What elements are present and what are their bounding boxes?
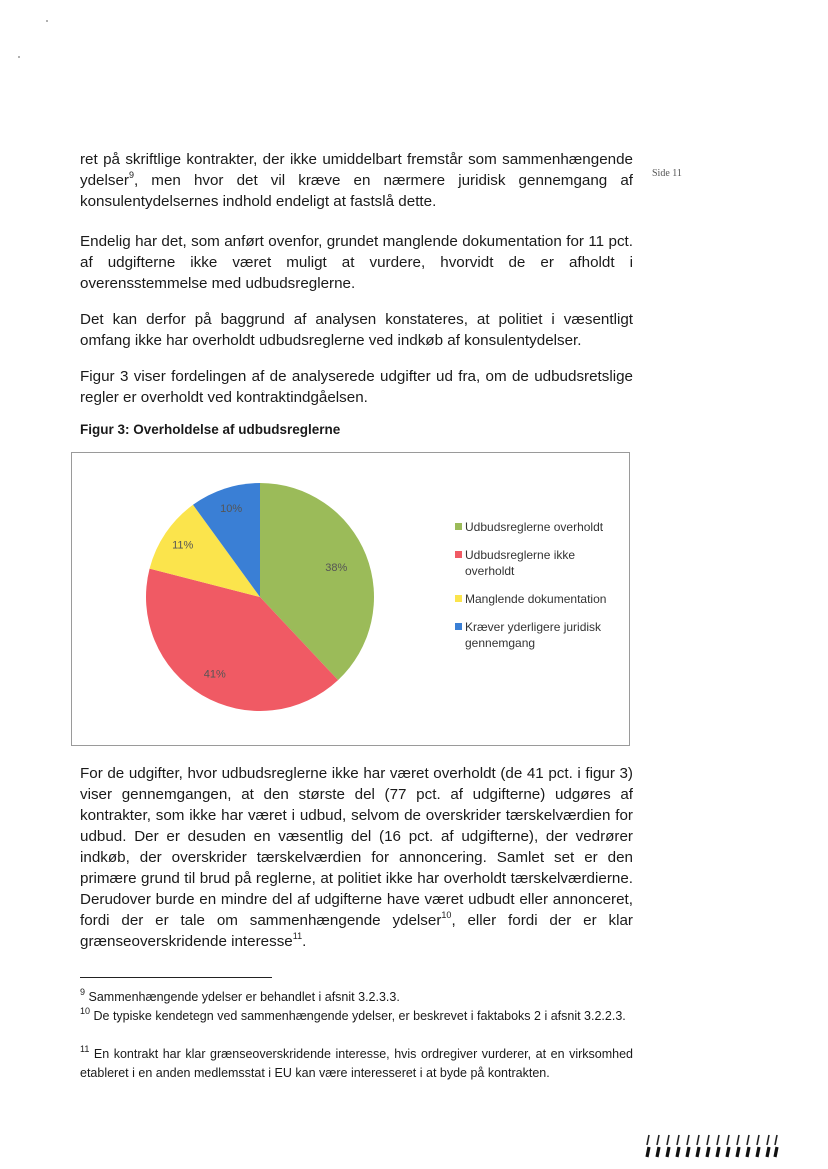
legend-label: Kræver yderligere juridisk gennemgang (465, 620, 602, 650)
pie-chart (72, 453, 452, 745)
footnote-ref-11: 11 (292, 930, 303, 941)
legend-item-overholdt (455, 519, 625, 535)
paragraph-3: Det kan derfor på baggrund af analysen konstateres, at politiet i væsentligt omfang ikke har overholdt udbudsreglerne ved indkøb af konsulentydelser. (80, 311, 633, 349)
paragraph-4: Figur 3 viser fordelingen af de analyserede udgifter ud fra, om de udbudsretslige regler er overholdt ved kontraktindgåelsen. (80, 368, 633, 406)
legend-swatch (455, 551, 462, 558)
legend-label: Udbudsreglerne overholdt (465, 520, 604, 534)
pie-label-manglende-dokumentation: 11% (172, 539, 194, 552)
footnote-number: 9 (80, 986, 86, 997)
footnote-divider (80, 977, 272, 978)
paragraph-2: Endelig har det, som anført ovenfor, grundet manglende dokumentation for 11 pct. af udgifterne ikke været muligt at vurdere, hvorvidt de er afholdt i overensstemmelse med udbudsreglerne. (80, 233, 633, 292)
paragraph-1-text-a: ret på skriftlige kontrakter, der ikke umiddelbart fremstår som sammenhængende ydelser (80, 151, 633, 189)
footnote-10 (80, 1007, 633, 1026)
scan-speck (18, 56, 20, 58)
figure-box (71, 452, 630, 746)
paragraph-5-text-c: . (302, 933, 307, 950)
footnote-9 (80, 988, 633, 1007)
legend-item-juridisk-gennemgang (455, 619, 625, 651)
footnote-number: 11 (80, 1043, 90, 1054)
footnote-ref-9: 9 (128, 169, 134, 180)
barcode-mark (645, 1133, 779, 1159)
legend-label: Udbudsreglerne ikke overholdt (465, 548, 576, 578)
footnote-number: 10 (80, 1005, 91, 1016)
footnote-text: Sammenhængende ydelser er behandlet i afsnit 3.2.3.3. (88, 990, 400, 1004)
paragraph-1 (80, 149, 633, 212)
footnote-ref-10: 10 (441, 909, 452, 920)
paragraph-5-text-a: For de udgifter, hvor udbudsreglerne ikke har været overholdt (de 41 pct. i figur 3) viser gennemgangen, at den største del (77 pct. af udgifterne) udgøres af kontrakter, som ikke har været i udbud, selvom de overskrider tærskelværdien for udbud. Der er desuden en væsentlig del (16 pct. af udgifterne), der vedrører indkøb, der overskrider tærskelværdien for annoncering. Samlet set er den primære grund til brud på reglerne, at politiet ikke har overholdt tærskelværdierne. Derudover burde en mindre del af udgifterne have været udbudt eller annonceret, fordi der er tale om sammenhængende ydelser (80, 765, 633, 929)
pie-label-ikke-overholdt: 41% (203, 668, 226, 681)
page-number: Side 11 (652, 168, 682, 179)
paragraph-5-text-b: , eller fordi der er klar grænseoverskridende interesse (80, 912, 633, 950)
legend-swatch (455, 623, 462, 630)
footnote-text: De typiske kendetegn ved sammenhængende ydelser, er beskrevet i faktaboks 2 i afsnit 3.2.2.3. (93, 1009, 626, 1023)
paragraph-5 (80, 763, 633, 952)
figure-title: Figur 3: Overholdelse af udbudsreglerne (80, 422, 341, 437)
paragraph-1-text-b: , men hvor det vil kræve en nærmere juridisk gennemgang af konsulentydelsernes indhold endeligt at fastslå dette. (80, 172, 633, 210)
chart-legend (455, 519, 625, 663)
legend-item-ikke-overholdt (455, 547, 625, 579)
legend-item-manglende-dokumentation (455, 591, 625, 607)
footnote-text: En kontrakt har klar grænseoverskridende interesse, hvis ordregiver vurderer, at en virksomhed etableret i en anden medlemsstat i EU kan være interesseret i at byde på kontrakten. (80, 1047, 633, 1080)
legend-swatch (455, 523, 462, 530)
legend-swatch (455, 595, 462, 602)
scan-speck (46, 20, 48, 22)
footnote-11 (80, 1045, 633, 1083)
pie-label-overholdt: 38% (325, 561, 348, 574)
pie-label-juridisk-gennemgang: 10% (220, 503, 243, 516)
legend-label: Manglende dokumentation (465, 592, 607, 606)
